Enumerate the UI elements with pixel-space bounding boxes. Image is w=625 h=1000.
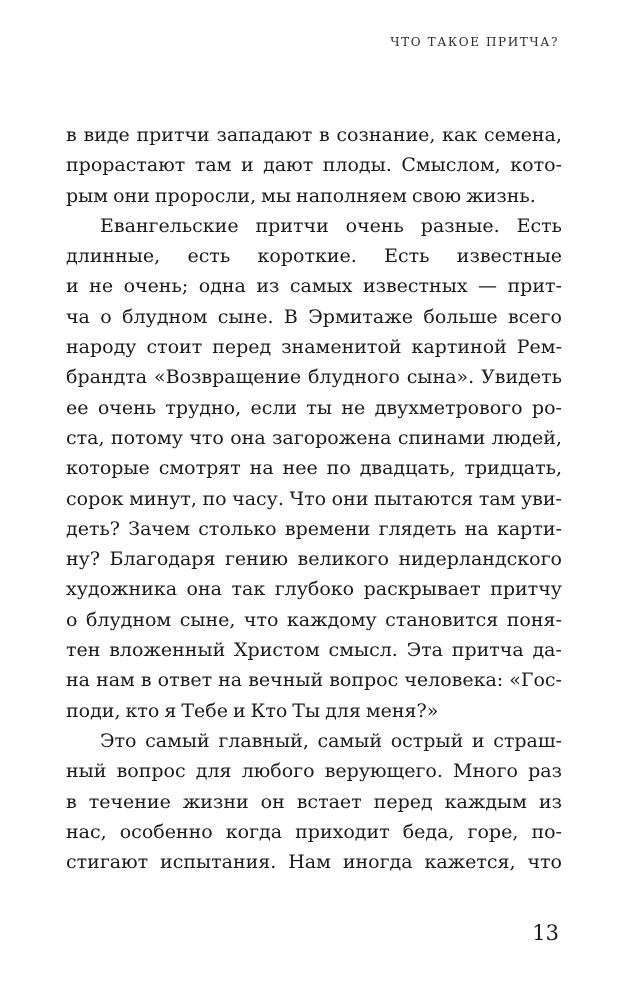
text-line xyxy=(66,726,562,756)
word: поня- xyxy=(506,608,562,631)
word: сыне. xyxy=(217,305,274,328)
word: там xyxy=(194,154,232,177)
word: стоит xyxy=(146,336,203,359)
word: смысл. xyxy=(328,639,398,662)
word: ный xyxy=(66,760,107,783)
word: потому xyxy=(110,426,183,449)
word: для xyxy=(195,760,232,783)
word: встает xyxy=(296,790,362,813)
word: как xyxy=(442,124,478,146)
text-line xyxy=(66,302,562,332)
word: виде xyxy=(83,124,130,146)
word: известные xyxy=(456,245,562,268)
page-number: 13 xyxy=(532,921,559,945)
word: ста, xyxy=(66,426,105,449)
word: известных xyxy=(362,275,468,298)
word: и xyxy=(66,275,79,298)
word: верующего. xyxy=(324,760,443,783)
word: спинами xyxy=(397,426,486,449)
word: — xyxy=(478,275,498,298)
word: Кто xyxy=(250,699,288,722)
word: всего xyxy=(507,305,562,328)
word: острый xyxy=(390,729,464,752)
word: «Возвращение xyxy=(154,366,302,389)
word: на xyxy=(464,517,489,540)
word: В xyxy=(283,305,298,328)
word: становится xyxy=(385,608,499,631)
word: великого xyxy=(297,548,389,571)
word: вопрос xyxy=(329,669,399,692)
word: Рем- xyxy=(516,336,562,359)
word: перед xyxy=(373,790,433,813)
text-line xyxy=(66,514,562,544)
word: брандта xyxy=(66,366,148,389)
word: прит- xyxy=(507,275,562,298)
word: перед xyxy=(212,336,272,359)
word: нидерландского xyxy=(398,548,562,571)
word: кажется, xyxy=(424,851,516,874)
word: кото- xyxy=(510,154,562,177)
word: блудного xyxy=(307,366,400,389)
word: Ты xyxy=(292,699,321,722)
word: главный, xyxy=(218,729,309,752)
word: о xyxy=(100,305,112,328)
word: если xyxy=(250,396,298,419)
word: ее xyxy=(66,396,89,419)
text-line xyxy=(66,181,562,211)
word: страш- xyxy=(493,729,562,752)
word: по xyxy=(202,487,227,510)
word: трудно, xyxy=(165,396,242,419)
word: рым xyxy=(66,184,109,207)
word: в xyxy=(318,124,330,146)
word: меня?» xyxy=(365,699,439,722)
word: знаменитой xyxy=(281,336,402,359)
text-line xyxy=(66,635,562,665)
text-line xyxy=(66,756,562,786)
word: плоды. xyxy=(322,154,392,177)
word: Это xyxy=(100,729,137,752)
word: пытаются xyxy=(373,487,474,510)
word: в xyxy=(66,790,77,813)
word: вечный xyxy=(248,669,324,692)
word: «Гос- xyxy=(509,669,562,692)
word: Нам xyxy=(288,851,331,874)
word: по- xyxy=(531,820,562,843)
word: гению xyxy=(224,548,289,571)
word: народу xyxy=(66,336,137,359)
word: есть xyxy=(187,245,231,268)
word: Благодаря xyxy=(109,548,216,571)
running-header: ЧТО ТАКОЕ ПРИТЧА? xyxy=(390,35,559,49)
word: уви- xyxy=(521,487,562,510)
word: Много xyxy=(453,760,518,783)
word: смотрят xyxy=(158,457,241,480)
word: течение xyxy=(88,790,171,813)
word: художника xyxy=(66,578,178,601)
word: Смыслом, xyxy=(401,154,501,177)
text-line xyxy=(66,696,562,726)
word: раскрывает xyxy=(363,578,481,601)
text-line xyxy=(66,362,562,392)
word: беда, xyxy=(402,820,455,843)
text-line xyxy=(66,665,562,695)
word: Эрмитаже xyxy=(308,305,413,328)
word: они xyxy=(331,487,369,510)
word: из xyxy=(538,790,562,813)
word: на xyxy=(218,669,243,692)
word: из xyxy=(256,275,280,298)
word: которые xyxy=(66,457,150,480)
word: жизни xyxy=(182,790,249,813)
word: о xyxy=(66,608,78,631)
word: каждым xyxy=(444,790,527,813)
word: разные. xyxy=(420,214,500,237)
word: и xyxy=(232,699,246,722)
word: самый xyxy=(145,729,210,752)
word: особенно xyxy=(119,820,213,843)
word: Зачем xyxy=(128,517,191,540)
word: любого xyxy=(241,760,315,783)
word: что xyxy=(243,608,279,631)
word: притчу xyxy=(490,578,562,601)
word: тен xyxy=(66,639,101,662)
word: прорастают xyxy=(66,154,186,177)
word: вопрос xyxy=(116,760,186,783)
text-line xyxy=(66,544,562,574)
word: вложенный xyxy=(109,639,226,662)
text-line xyxy=(66,847,562,877)
word: кто xyxy=(125,699,160,722)
text-line xyxy=(66,332,562,362)
text-line xyxy=(66,211,562,241)
word: очень; xyxy=(123,275,189,298)
word: семена, xyxy=(483,124,562,146)
text-line xyxy=(66,241,562,271)
word: ответ xyxy=(157,669,213,692)
text-line xyxy=(66,453,562,483)
word: и xyxy=(471,729,485,752)
word: не xyxy=(89,275,114,298)
word: жизнь. xyxy=(466,184,536,207)
word: короткие. xyxy=(257,245,357,268)
word: каждому xyxy=(286,608,377,631)
word: деть? xyxy=(66,517,120,540)
word: мы xyxy=(261,184,292,207)
word: нас, xyxy=(66,820,107,843)
word: Эта xyxy=(406,639,444,662)
word: раз xyxy=(528,760,562,783)
word: что xyxy=(189,426,224,449)
word: что xyxy=(527,851,562,874)
word: двухметрового xyxy=(374,396,523,419)
body-text xyxy=(66,120,562,877)
word: времени xyxy=(284,517,371,540)
word: поди, xyxy=(66,699,121,722)
word: самых xyxy=(289,275,353,298)
word: Тебе xyxy=(181,699,228,722)
word: не xyxy=(341,396,366,419)
word: ро- xyxy=(531,396,562,419)
word: Есть xyxy=(516,214,562,237)
word: на xyxy=(66,669,90,692)
text-line xyxy=(66,484,562,514)
word: там xyxy=(478,487,516,510)
word: Есть xyxy=(384,245,430,268)
word: притчи xyxy=(255,214,329,237)
word: блудном xyxy=(85,608,172,631)
word: горе, xyxy=(467,820,519,843)
word: испытания. xyxy=(160,851,277,874)
word: людей, xyxy=(491,426,562,449)
word: очень xyxy=(97,396,157,419)
word: ча xyxy=(66,305,90,328)
word: сознание, xyxy=(336,124,436,146)
text-line xyxy=(66,423,562,453)
word: Христом xyxy=(234,639,320,662)
word: блудном xyxy=(122,305,208,328)
word: сына». xyxy=(406,366,475,389)
word: Что xyxy=(289,487,327,510)
text-line xyxy=(66,817,562,847)
word: свою xyxy=(411,184,462,207)
word: он xyxy=(260,790,285,813)
word: притча xyxy=(451,639,524,662)
word: они xyxy=(113,184,150,207)
word: проросли, xyxy=(154,184,257,207)
word: приходит xyxy=(295,820,390,843)
word: она xyxy=(230,426,266,449)
word: западают xyxy=(216,124,313,146)
word: и xyxy=(240,154,254,177)
word: нам xyxy=(96,669,135,692)
word: да- xyxy=(532,639,562,662)
word: очень xyxy=(345,214,404,237)
text-line xyxy=(66,120,562,150)
word: минут, xyxy=(129,487,197,510)
word: наполняем xyxy=(296,184,407,207)
word: самый xyxy=(317,729,383,752)
word: часу. xyxy=(232,487,284,510)
word: так xyxy=(231,578,266,601)
word: глядеть xyxy=(378,517,457,540)
word: загорожена xyxy=(272,426,392,449)
word: длинные, xyxy=(66,245,161,268)
text-line xyxy=(66,393,562,423)
word: по xyxy=(326,457,351,480)
text-line xyxy=(66,787,562,817)
word: в xyxy=(66,124,77,146)
word: Увидеть xyxy=(481,366,562,389)
word: картиной xyxy=(411,336,507,359)
word: иногда xyxy=(342,851,413,874)
text-line xyxy=(66,574,562,604)
text-line xyxy=(66,605,562,635)
word: глубоко xyxy=(274,578,355,601)
word: тридцать, xyxy=(464,457,562,480)
word: я xyxy=(164,699,177,722)
word: в xyxy=(140,669,152,692)
word: человека: xyxy=(404,669,504,692)
word: двадцать, xyxy=(359,457,456,480)
word: для xyxy=(325,699,361,722)
word: столько xyxy=(198,517,277,540)
word: карти- xyxy=(496,517,562,540)
word: сыне, xyxy=(179,608,236,631)
word: Евангельские xyxy=(100,214,239,237)
word: притчи xyxy=(136,124,210,146)
word: она xyxy=(186,578,222,601)
word: стигают xyxy=(66,851,149,874)
text-line xyxy=(66,271,562,301)
word: на xyxy=(249,457,274,480)
word: сорок xyxy=(66,487,124,510)
word: дают xyxy=(263,154,314,177)
word: когда xyxy=(225,820,283,843)
word: ну? xyxy=(66,548,101,571)
word: больше xyxy=(423,305,498,328)
text-line xyxy=(66,150,562,180)
word: одна xyxy=(198,275,246,298)
word: ты xyxy=(306,396,333,419)
word: нее xyxy=(282,457,318,480)
